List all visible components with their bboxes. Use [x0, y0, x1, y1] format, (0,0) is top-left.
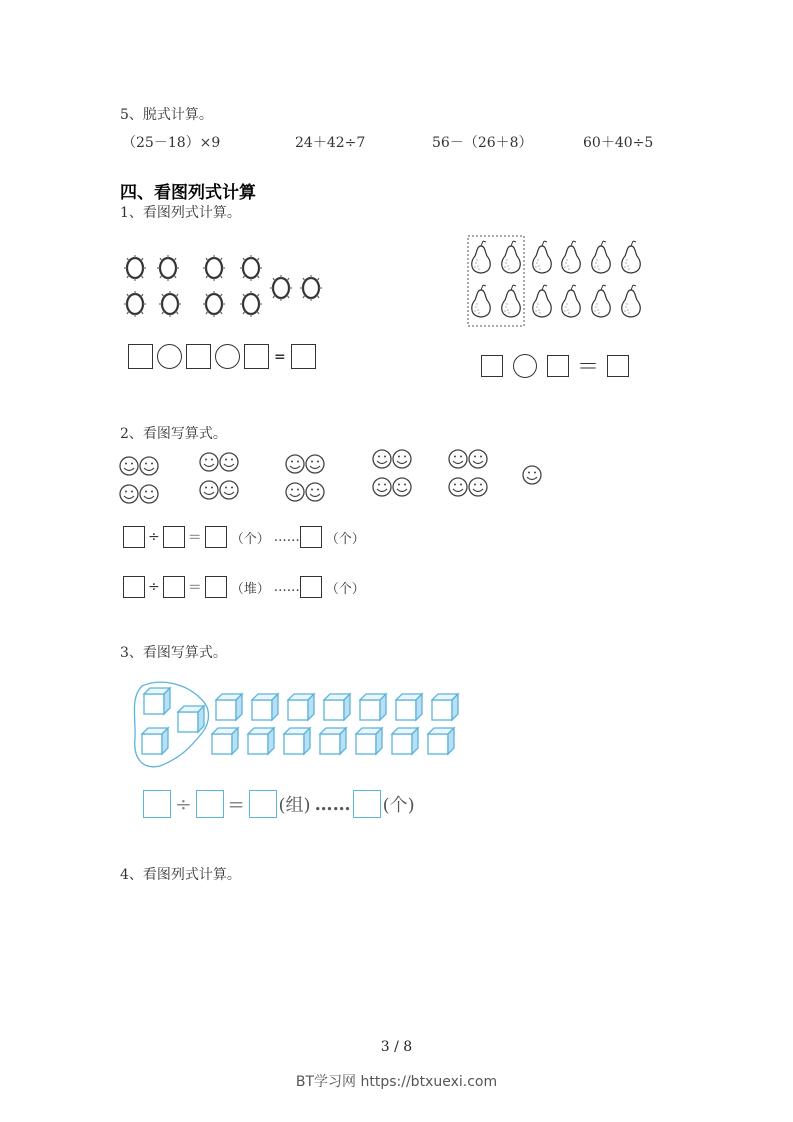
q5-title: 5、脱式计算。	[120, 107, 213, 123]
answer-box[interactable]	[300, 526, 322, 548]
equals-sign: ＝	[187, 530, 202, 546]
equals-sign: ＝	[187, 580, 202, 596]
answer-box[interactable]	[244, 344, 269, 369]
divide-sign: ÷	[175, 792, 192, 816]
q5-expression-3: 56－（26＋8）	[432, 135, 533, 151]
answer-box[interactable]	[249, 790, 277, 818]
pear-figure	[466, 234, 651, 329]
answer-box[interactable]	[205, 526, 227, 548]
answer-box[interactable]	[481, 355, 503, 377]
q2-equation-row-2	[123, 576, 369, 598]
unit-label: （堆）	[230, 581, 270, 597]
smiley-figure	[115, 445, 555, 510]
divide-sign: ÷	[148, 529, 160, 545]
answer-box[interactable]	[123, 576, 145, 598]
answer-box[interactable]	[300, 576, 322, 598]
answer-box[interactable]	[163, 576, 185, 598]
answer-box[interactable]	[143, 790, 171, 818]
q3-equation	[143, 790, 417, 818]
q1-left-equation	[128, 344, 316, 369]
section-title: 四、看图列式计算	[120, 183, 256, 203]
q5-expression-4: 60＋40÷5	[583, 135, 654, 151]
operator-circle[interactable]	[513, 354, 537, 378]
answer-box[interactable]	[128, 344, 153, 369]
answer-box[interactable]	[547, 355, 569, 377]
q5-expression-1: （25－18）×9	[122, 135, 221, 151]
answer-box[interactable]	[163, 526, 185, 548]
unit-label: （个）	[325, 531, 365, 547]
q4-title: 4、看图列式计算。	[120, 867, 241, 883]
q3-title: 3、看图写算式。	[120, 645, 227, 661]
unit-label: （个）	[230, 531, 270, 547]
unit-label: (组)	[278, 795, 311, 816]
cube-figure	[130, 678, 475, 773]
answer-box[interactable]	[196, 790, 224, 818]
operator-circle[interactable]	[215, 344, 240, 369]
q5-expression-2: 24＋42÷7	[295, 135, 366, 151]
equals-sign: =	[227, 792, 245, 816]
q1-title: 1、看图列式计算。	[120, 205, 241, 221]
remainder-dots: ……	[314, 793, 351, 815]
remainder-dots: ……	[273, 529, 300, 545]
unit-label: （个）	[325, 581, 365, 597]
answer-box[interactable]	[123, 526, 145, 548]
q2-equation-row-1	[123, 526, 369, 548]
divide-sign: ÷	[148, 579, 160, 595]
answer-box[interactable]	[607, 355, 629, 377]
answer-box[interactable]	[205, 576, 227, 598]
equals-sign: =	[274, 348, 286, 365]
q1-right-equation	[481, 350, 629, 381]
answer-box[interactable]	[291, 344, 316, 369]
q2-title: 2、看图写算式。	[120, 426, 227, 442]
unit-label: (个)	[382, 795, 415, 816]
page-number: 3 / 8	[380, 1039, 413, 1055]
answer-box[interactable]	[186, 344, 211, 369]
answer-box[interactable]	[353, 790, 381, 818]
equals-sign: ＝	[577, 355, 600, 380]
sun-figure	[115, 248, 335, 323]
operator-circle[interactable]	[157, 344, 182, 369]
remainder-dots: ……	[273, 579, 300, 595]
site-watermark: BT学习网 https://btxuexi.com	[295, 1074, 498, 1090]
